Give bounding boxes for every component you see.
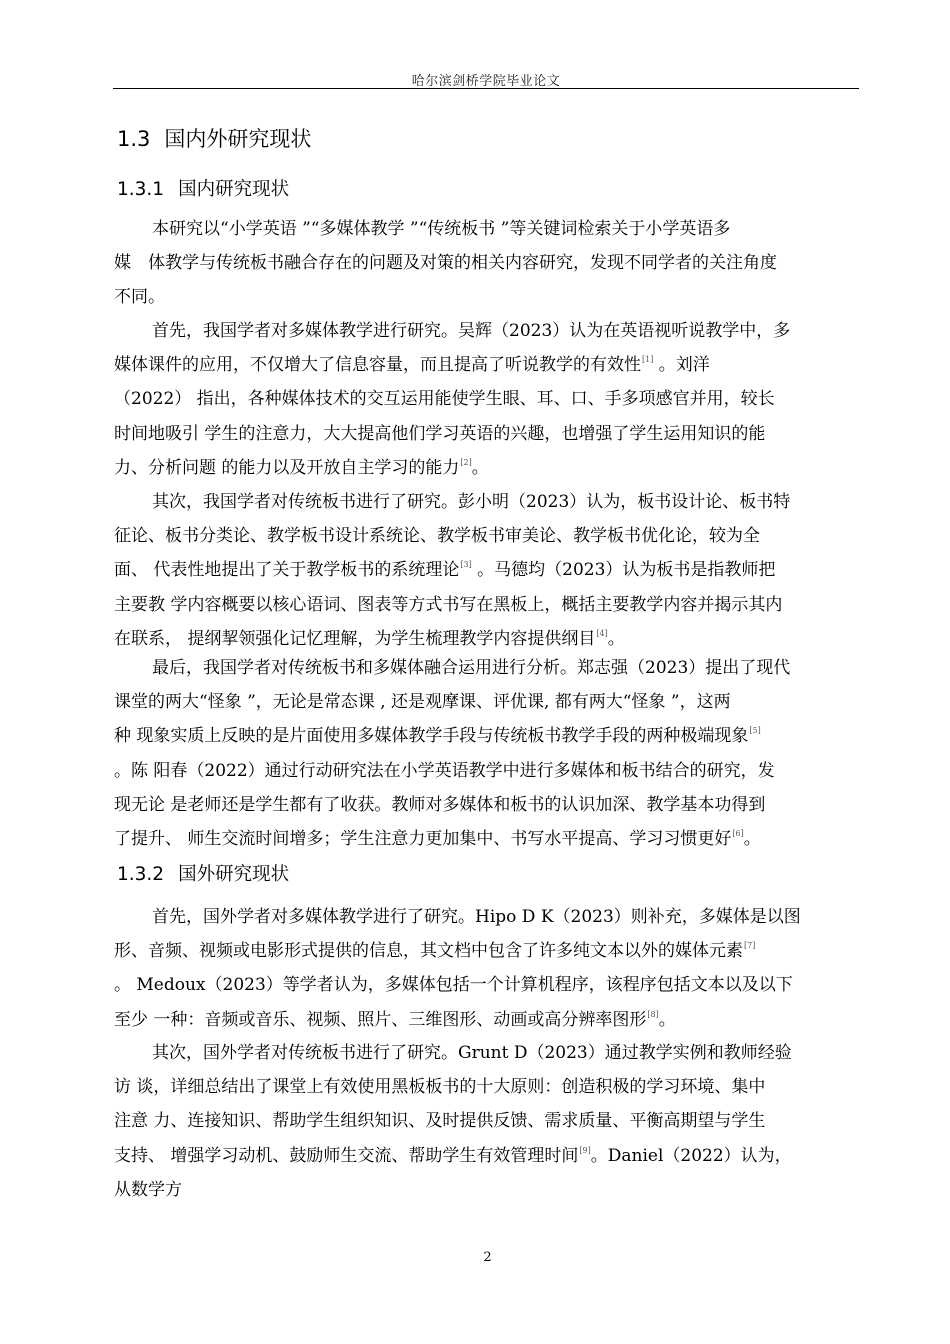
line-text: 时间地吸引 学生的注意力，大大提高他们学习英语的兴趣，也增强了学生运用知识的能	[114, 423, 766, 444]
text-line	[114, 519, 864, 553]
citation-marker: [6]	[732, 828, 744, 838]
line-text: （2022） 指出，各种媒体技术的交互运用能使学生眼、耳、口、手多项感官并用，较长	[114, 389, 775, 410]
subsection-number: 1.3.1	[117, 179, 165, 200]
line-text: 不同。	[114, 287, 165, 308]
running-header: 哈尔滨剑桥学院毕业论文	[411, 74, 561, 89]
text-line	[114, 822, 864, 856]
line-text: 访 谈，详细总结出了课堂上有效使用黑板板书的十大原则：创造积极的学习环境、集中	[114, 1077, 766, 1098]
text-line	[114, 685, 864, 719]
line-text: 面、 代表性地提出了关于教学板书的系统理论	[114, 560, 460, 581]
text-line	[114, 1070, 864, 1104]
text-line	[114, 314, 864, 348]
citation-marker: [8]	[647, 1009, 659, 1019]
text-line	[114, 1036, 864, 1070]
line-text: 现无论 是老师还是学生都有了收获。教师对多媒体和板书的认识加深、教学基本功得到	[114, 794, 766, 815]
line-text: 注意 力、连接知识、帮助学生组织知识、及时提供反馈、需求质量、平衡高期望与学生	[114, 1111, 766, 1132]
line-text-after-citation: 。刘洋	[653, 355, 710, 376]
citation-marker: [4]	[596, 628, 608, 638]
subsection-number: 1.3.2	[117, 864, 165, 885]
line-text: 最后，我国学者对传统板书和多媒体融合运用进行分析。郑志强（2023）提出了现代	[152, 658, 791, 678]
text-line	[114, 1173, 864, 1207]
text-line	[114, 212, 864, 246]
header-rule	[113, 88, 859, 89]
line-text: 课堂的两大“怪象 ”，无论是常态课 , 还是观摩课、评优课, 都有两大“怪象 ”，这两	[114, 692, 731, 713]
text-line	[114, 1003, 864, 1037]
subsection-title: 国外研究现状	[178, 864, 290, 885]
paragraph-domestic-multimedia	[114, 314, 864, 485]
text-line	[114, 719, 864, 753]
line-text: 。陈 阳春（2022）通过行动研究法在小学英语教学中进行多媒体和板书结合的研究，发	[114, 760, 775, 781]
section-number: 1.3	[117, 127, 151, 151]
paragraph-domestic-blackboard	[114, 485, 864, 656]
line-text: 在联系， 提纲挈领强化记忆理解，为学生梳理教学内容提供纲目	[114, 628, 596, 649]
section-title: 国内外研究现状	[164, 127, 312, 151]
line-text: 其次，国外学者对传统板书进行了研究。Grunt D（2023）通过教学实例和教师经验	[152, 1043, 792, 1063]
line-text: 。 Medoux（2023）等学者认为，多媒体包括一个计算机程序，该程序包括文本以及以下	[114, 975, 793, 996]
line-text: 媒体课件的应用，不仅增大了信息容量，而且提高了听说教学的有效性	[114, 355, 641, 376]
line-text: 支持、 增强学习动机、鼓励师生交流、帮助学生有效管理时间	[114, 1145, 579, 1166]
paragraph-domestic-integration	[114, 651, 864, 856]
text-line	[114, 1104, 864, 1138]
line-text: 力、分析问题 的能力以及开放自主学习的能力	[114, 457, 460, 478]
line-text-after-citation: 。	[658, 1009, 676, 1030]
text-line	[114, 348, 864, 382]
text-line	[114, 934, 864, 968]
line-text: 种 现象实质上反映的是片面使用多媒体教学手段与传统板书教学手段的两种极端现象	[114, 726, 749, 747]
text-line	[114, 280, 864, 314]
citation-marker: [2]	[460, 457, 472, 467]
citation-marker: [9]	[579, 1145, 591, 1155]
line-text: 征论、板书分类论、教学板书设计系统论、教学板书审美论、教学板书优化论，较为全	[114, 526, 760, 547]
text-line	[114, 417, 864, 451]
line-text-after-citation: 。	[607, 628, 625, 649]
line-text: 至少 一种：音频或音乐、视频、照片、三维图形、动画或高分辨率图形	[114, 1009, 647, 1030]
paragraph-intro	[114, 212, 864, 315]
citation-marker: [7]	[744, 941, 756, 951]
subsection-heading-foreign	[117, 860, 289, 886]
line-text: 形、音频、视频或电影形式提供的信息，其文档中包含了许多纯文本以外的媒体元素	[114, 941, 743, 962]
line-text: 从数学方	[114, 1179, 182, 1200]
line-text-after-citation: 。	[743, 828, 761, 849]
page-number: 2	[483, 1250, 492, 1265]
subsection-title: 国内研究现状	[178, 179, 290, 200]
paragraph-foreign-multimedia	[114, 900, 864, 1037]
text-line	[114, 651, 864, 685]
text-line	[114, 788, 864, 822]
paragraph-foreign-blackboard	[114, 1036, 864, 1207]
citation-marker: [1]	[642, 355, 654, 365]
line-text: 其次，我国学者对传统板书进行了研究。彭小明（2023）认为，板书设计论、板书特	[152, 492, 791, 512]
section-heading	[117, 123, 311, 153]
text-line	[114, 485, 864, 519]
line-text-after-citation: 。马德均（2023）认为板书是指教师把	[471, 560, 776, 581]
citation-marker: [5]	[749, 726, 761, 736]
line-text: 主要教 学内容概要以核心语词、图表等方式书写在黑板上，概括主要教学内容并揭示其内	[114, 594, 783, 615]
text-line	[114, 553, 864, 587]
text-line	[114, 451, 864, 485]
line-text: 首先，国外学者对多媒体教学进行了研究。Hipo D K（2023）则补充，多媒体是以图	[152, 907, 801, 927]
text-line	[114, 588, 864, 622]
subsection-heading-domestic	[117, 175, 289, 201]
line-text-after-citation: 。	[471, 457, 489, 478]
text-line	[114, 754, 864, 788]
text-line	[114, 1139, 864, 1173]
line-text-after-citation: 。Daniel（2022）认为，	[590, 1145, 792, 1166]
text-line	[114, 246, 864, 280]
text-line	[114, 900, 864, 934]
citation-marker: [3]	[460, 560, 472, 570]
line-text: 了提升、 师生交流时间增多；学生注意力更加集中、书写水平提高、学习习惯更好	[114, 828, 732, 849]
line-text: 媒 体教学与传统板书融合存在的问题及对策的相关内容研究，发现不同学者的关注角度	[114, 253, 777, 274]
line-text: 首先，我国学者对多媒体教学进行研究。吴辉（2023）认为在英语视听说教学中，多	[152, 321, 791, 341]
line-text: 本研究以“小学英语 ”“多媒体教学 ”“传统板书 ”等关键词检索关于小学英语多	[152, 219, 731, 239]
text-line	[114, 382, 864, 416]
text-line	[114, 968, 864, 1002]
